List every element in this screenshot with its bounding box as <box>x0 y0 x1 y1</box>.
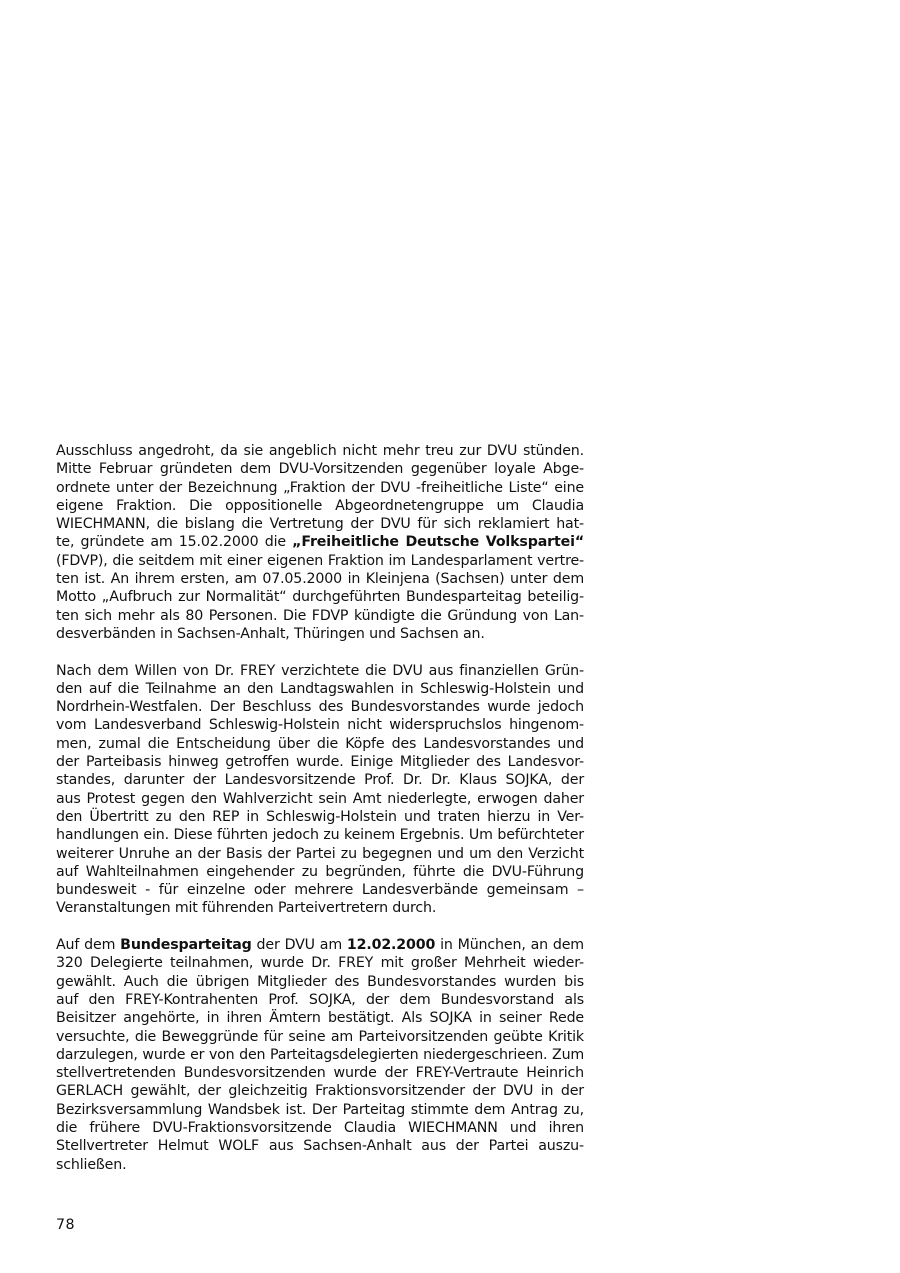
text-line: stellvertretenden Bundesvorsitzenden wurde der FREY-Vertraute Heinrich <box>56 1065 584 1082</box>
text-segment: in München, an dem <box>435 937 584 954</box>
text-line: den auf die Teilnahme an den Landtagswahlen in Schleswig-Holstein und <box>56 680 584 697</box>
text-line: gewählt. Auch die übrigen Mitglieder des Bundesvorstandes wurden bis <box>56 973 584 990</box>
text-line: auf Wahlteilnahmen eingehender zu begründen, führte die DVU-Führung <box>56 863 584 880</box>
text-line: desverbänden in Sachsen-Anhalt, Thüringen und Sachsen an. <box>56 625 485 642</box>
text-line: versuchte, die Beweggründe für seine am Parteivorsitzenden geübte Kritik <box>56 1028 584 1045</box>
page-number: 78 <box>56 1217 76 1233</box>
text-line: (FDVP), die seitdem mit einer eigenen Fraktion im Landesparlament vertre- <box>56 552 584 569</box>
text-line: der Parteibasis hinweg getroffen wurde. Einige Mitglieder des Landesvor- <box>56 754 584 771</box>
text-line: standes, darunter der Landesvorsitzende Prof. Dr. Dr. Klaus SOJKA, der <box>56 772 584 789</box>
text-line: Nach dem Willen von Dr. FREY verzichtete die DVU aus finanziellen Grün- <box>56 662 584 679</box>
text-line: vom Landesverband Schleswig-Holstein nicht widerspruchslos hingenom- <box>56 717 584 734</box>
text-line: die frühere DVU-Fraktionsvorsitzende Claudia WIECHMANN und ihren <box>56 1119 584 1136</box>
paragraph-gap <box>56 643 584 661</box>
text-line: darzulegen, wurde er von den Parteitagsdelegierten niedergeschrieen. Zum <box>56 1046 584 1063</box>
text-line: den Übertritt zu den REP in Schleswig-Holstein und traten hierzu in Ver- <box>56 808 584 825</box>
text-line: Ausschluss angedroht, da sie angeblich nicht mehr treu zur DVU stünden. <box>56 443 584 459</box>
paragraph-2 <box>56 662 584 918</box>
text-line: eigene Fraktion. Die oppositionelle Abgeordnetengruppe um Claudia <box>56 497 584 514</box>
text-line: Mitte Februar gründeten dem DVU-Vorsitzenden gegenüber loyale Abge- <box>56 461 584 478</box>
bold-text: Bundesparteitag <box>120 937 252 954</box>
text-line: auf den FREY-Kontrahenten Prof. SOJKA, der dem Bundesvorstand als <box>56 991 584 1008</box>
paragraph-1 <box>56 442 584 643</box>
text-line: GERLACH gewählt, der gleichzeitig Fraktionsvorsitzender der DVU in der <box>56 1083 584 1100</box>
text-line: ten sich mehr als 80 Personen. Die FDVP kündigte die Gründung von Lan- <box>56 607 584 624</box>
text-line: handlungen ein. Diese führten jedoch zu keinem Ergebnis. Um befürchteter <box>56 827 584 844</box>
text-line: schließen. <box>56 1156 127 1173</box>
text-line: Motto „Aufbruch zur Normalität“ durchgeführten Bundesparteitag beteilig- <box>56 589 584 606</box>
paragraph-gap <box>56 918 584 936</box>
text-line: weiterer Unruhe an der Basis der Partei zu begegnen und um den Verzicht <box>56 845 584 862</box>
text-line: men, zumal die Entscheidung über die Köpfe des Landesvorstandes und <box>56 735 584 752</box>
text-line: bundesweit - für einzelne oder mehrere Landesverbände gemeinsam – <box>56 882 584 899</box>
text-line <box>56 533 584 551</box>
text-line: ordnete unter der Bezeichnung „Fraktion der DVU -freiheitliche Liste“ eine <box>56 479 584 496</box>
paragraph-3 <box>56 936 584 1174</box>
text-line: ten ist. An ihrem ersten, am 07.05.2000 in Kleinjena (Sachsen) unter dem <box>56 571 584 588</box>
bold-text: „Freiheitliche Deutsche Volkspartei“ <box>292 534 584 551</box>
text-line: Veranstaltungen mit führenden Parteivertretern durch. <box>56 900 437 917</box>
text-segment: Auf dem <box>56 937 121 954</box>
text-line <box>56 936 584 954</box>
text-line: aus Protest gegen den Wahlverzicht sein Amt niederlegte, erwogen daher <box>56 790 584 807</box>
text-line: Bezirksversammlung Wandsbek ist. Der Parteitag stimmte dem Antrag zu, <box>56 1101 584 1118</box>
text-line: Beisitzer angehörte, in ihren Ämtern bestätigt. Als SOJKA in seiner Rede <box>56 1010 584 1027</box>
bold-text: 12.02.2000 <box>346 937 436 954</box>
text-segment: der DVU am <box>251 937 347 954</box>
text-segment: te, gründete am 15.02.2000 die <box>56 534 293 551</box>
text-line: Stellvertreter Helmut WOLF aus Sachsen-Anhalt aus der Partei auszu- <box>56 1138 584 1155</box>
text-line: WIECHMANN, die bislang die Vertretung der DVU für sich reklamiert hat- <box>56 516 584 533</box>
body-text <box>56 442 584 1174</box>
text-line: Nordrhein-Westfalen. Der Beschluss des Bundesvorstandes wurde jedoch <box>56 699 584 716</box>
text-line: 320 Delegierte teilnahmen, wurde Dr. FREY mit großer Mehrheit wieder- <box>56 955 584 972</box>
